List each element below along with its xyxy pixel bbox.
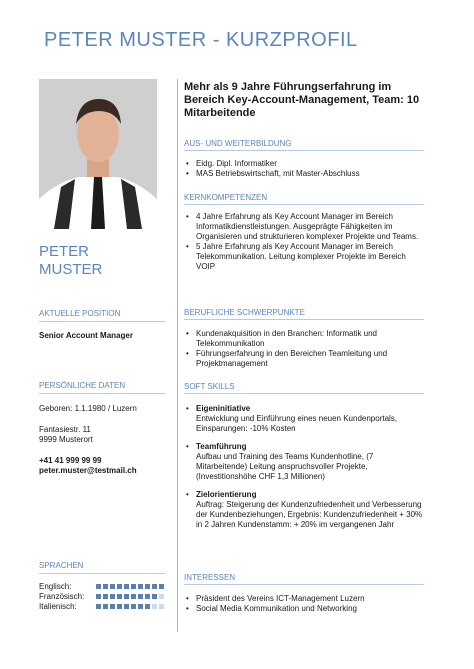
position-value: Senior Account Manager xyxy=(39,331,133,340)
list-item xyxy=(184,490,424,530)
language-level xyxy=(96,584,164,589)
language-row xyxy=(39,601,164,611)
address-city: 9999 Musterort xyxy=(39,435,93,444)
language-level xyxy=(96,604,164,609)
level-dot xyxy=(138,584,143,589)
language-level xyxy=(96,594,164,599)
level-dot xyxy=(152,584,157,589)
list-item: • Präsident des Vereins ICT-Management Luzern xyxy=(184,594,424,604)
interests-list xyxy=(184,594,424,614)
page-title: PETER MUSTER - KURZPROFIL xyxy=(44,29,358,51)
list-item: • Social Media Kommunikation und Networking xyxy=(184,604,424,614)
level-dot xyxy=(145,584,150,589)
list-item xyxy=(184,442,424,482)
level-dot xyxy=(110,604,115,609)
level-dot xyxy=(96,584,101,589)
languages-list xyxy=(39,581,164,611)
education-heading: AUS- UND WEITERBILDUNG xyxy=(184,139,424,151)
level-dot xyxy=(131,594,136,599)
interests-heading: INTERESSEN xyxy=(184,573,424,585)
list-item: • MAS Betriebswirtschaft, mit Master-Abschluss xyxy=(184,169,424,179)
core-list xyxy=(184,212,424,272)
level-dot xyxy=(117,604,122,609)
level-dot xyxy=(124,604,129,609)
birth-info: Geboren: 1.1.1980 / Luzern xyxy=(39,404,137,413)
level-dot xyxy=(138,594,143,599)
soft-skills-list xyxy=(184,404,424,530)
level-dot xyxy=(131,584,136,589)
level-dot xyxy=(145,594,150,599)
level-dot xyxy=(145,604,150,609)
language-name: Italienisch: xyxy=(39,601,77,611)
name-first: PETER xyxy=(39,243,90,260)
address-street: Fantasiestr. 11 xyxy=(39,425,91,434)
language-row xyxy=(39,591,164,601)
list-item: • Eidg. Dipl. Informatiker xyxy=(184,159,424,169)
skill-text: Entwicklung und Einführung eines neuen Kundenportals, Einsparungen: -10% Kosten xyxy=(196,414,398,433)
phone: +41 41 999 99 99 xyxy=(39,456,102,465)
level-dot xyxy=(138,604,143,609)
education-list xyxy=(184,159,424,179)
position-heading: AKTUELLE POSITION xyxy=(39,309,165,322)
level-dot xyxy=(131,604,136,609)
level-dot xyxy=(152,604,157,609)
profile-photo xyxy=(39,79,157,229)
language-name: Englisch: xyxy=(39,581,72,591)
level-dot xyxy=(110,594,115,599)
level-dot xyxy=(117,584,122,589)
level-dot xyxy=(96,604,101,609)
personal-heading: PERSÖNLICHE DATEN xyxy=(39,381,165,394)
skill-text: Auftrag: Steigerung der Kundenzufriedenheit und Verbesserung der Kundenbeziehungen, Ergebnis: Kundenzufriedenheit + 30% in 2 Jahren Kundenstamm: + 20% im vergangenen Jahr xyxy=(196,500,423,529)
level-dot xyxy=(159,584,164,589)
list-item: • 4 Jahre Erfahrung als Key Account Manager im Bereich Informatikdienstleistungen. Ausgeprägte Fähigkeiten im Organisieren und strukturieren komplexer Projekte und Teams. xyxy=(184,212,424,242)
level-dot xyxy=(159,604,164,609)
list-item xyxy=(184,404,424,434)
level-dot xyxy=(103,604,108,609)
column-divider xyxy=(177,79,178,632)
level-dot xyxy=(103,594,108,599)
language-name: Französisch: xyxy=(39,591,85,601)
languages-heading: SPRACHEN xyxy=(39,561,165,574)
skill-text: Aufbau und Training des Teams Kundenhotline, (7 Mitarbeitende) Leitung anspruchsvoller Projekte, (Investitionshöhe CHF 1,3 Millionen) xyxy=(196,452,374,481)
list-item: • Führungserfahrung in den Bereichen Teamleitung und Projektmanagement xyxy=(184,349,424,369)
level-dot xyxy=(124,584,129,589)
focus-list xyxy=(184,329,424,369)
level-dot xyxy=(124,594,129,599)
profile-name xyxy=(39,243,102,279)
skill-title: • Eigeninitiative xyxy=(196,404,251,413)
name-last: MUSTER xyxy=(39,261,103,278)
lead-summary: Mehr als 9 Jahre Führungserfahrung im Bereich Key-Account-Management, Team: 10 Mitarbeitende xyxy=(184,81,420,119)
level-dot xyxy=(152,594,157,599)
email: peter.muster@testmail.ch xyxy=(39,466,137,475)
level-dot xyxy=(110,584,115,589)
list-item: • 5 Jahre Erfahrung als Key Account Manager im Bereich Telekommunikation. Leitung komplexer Projekte im Bereich VOIP xyxy=(184,242,424,272)
core-heading: KERNKOMPETENZEN xyxy=(184,193,424,205)
level-dot xyxy=(159,594,164,599)
focus-heading: BERUFLICHE SCHWERPUNKTE xyxy=(184,308,424,320)
skill-title: • Zielorientierung xyxy=(196,490,257,499)
level-dot xyxy=(103,584,108,589)
list-item: • Kundenakquisition in den Branchen: Informatik und Telekommunikation xyxy=(184,329,424,349)
level-dot xyxy=(117,594,122,599)
soft-skills-heading: SOFT SKILLS xyxy=(184,382,424,394)
language-row xyxy=(39,581,164,591)
level-dot xyxy=(96,594,101,599)
skill-title: • Teamführung xyxy=(196,442,247,451)
